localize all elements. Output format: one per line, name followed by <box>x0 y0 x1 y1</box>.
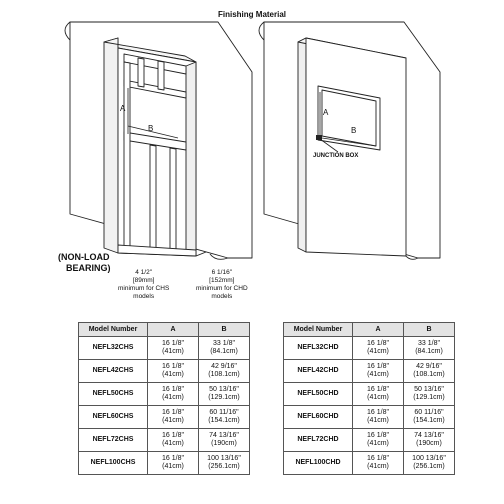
model-number-cell: NEFL60CHD <box>284 406 353 429</box>
metric-value: (256.1cm) <box>208 463 240 470</box>
right-surround-front <box>306 38 406 256</box>
dimension-b-cell <box>199 452 250 475</box>
metric-value: (41cm) <box>162 371 184 378</box>
header-a: A <box>148 323 199 337</box>
metric-value: (108.1cm) <box>208 371 240 378</box>
model-number-cell: NEFL100CHD <box>284 452 353 475</box>
dimension-b-cell <box>199 383 250 406</box>
metric-value: (41cm) <box>162 348 184 355</box>
dimension-b-cell <box>404 337 455 360</box>
table-row <box>284 360 455 383</box>
dimension-a-cell <box>353 406 404 429</box>
metric-value: (41cm) <box>162 417 184 424</box>
table-row <box>79 452 250 475</box>
metric-value: (84.1cm) <box>210 348 238 355</box>
depth-tick <box>196 252 206 256</box>
model-number-cell: NEFL100CHS <box>79 452 148 475</box>
metric-value: (41cm) <box>367 417 389 424</box>
dimension-a-cell <box>148 337 199 360</box>
metric-value: (41cm) <box>162 394 184 401</box>
imperial-value: 16 1/8" <box>367 455 389 462</box>
imperial-value: 74 13/16" <box>209 432 239 439</box>
model-number-cell: NEFL50CHD <box>284 383 353 406</box>
metric-value: (41cm) <box>367 440 389 447</box>
chs-dimensions-table <box>78 322 250 475</box>
imperial-value: 16 1/8" <box>162 386 184 393</box>
dimension-a-cell <box>353 360 404 383</box>
table-row <box>284 452 455 475</box>
dimension-a-cell <box>148 429 199 452</box>
imperial-value: 16 1/8" <box>367 386 389 393</box>
dimension-b-cell <box>404 383 455 406</box>
imperial-value: 42 9/16" <box>211 363 237 370</box>
metric-value: (84.1cm) <box>415 348 443 355</box>
metric-value: (190cm) <box>416 440 442 447</box>
dimension-b-cell <box>199 406 250 429</box>
dimension-a-cell <box>148 383 199 406</box>
non-load-bearing-label: (NON-LOAD BEARING) <box>58 252 111 273</box>
imperial-value: 60 11/16" <box>414 409 444 416</box>
metric-value: (41cm) <box>162 440 184 447</box>
model-number-cell: NEFL42CHS <box>79 360 148 383</box>
junction-box <box>316 135 322 140</box>
imperial-value: 100 13/16" <box>207 455 241 462</box>
dimension-b-cell <box>404 429 455 452</box>
right-wall-top-edge <box>259 22 264 40</box>
header-a: A <box>353 323 404 337</box>
diagram-title: Finishing Material <box>218 10 287 19</box>
imperial-value: 16 1/8" <box>162 340 184 347</box>
left-frame-depth <box>104 38 118 253</box>
junction-box-label: JUNCTION BOX <box>313 153 359 159</box>
model-number-cell: NEFL50CHS <box>79 383 148 406</box>
metric-value: (256.1cm) <box>413 463 445 470</box>
model-number-cell: NEFL72CHS <box>79 429 148 452</box>
dim-b-left: B <box>148 124 154 133</box>
dimension-b-cell <box>199 337 250 360</box>
depth-note-chd: 6 1/16" [152mm] minimum for CHD models <box>196 269 248 300</box>
imperial-value: 16 1/8" <box>367 432 389 439</box>
dimension-a-cell <box>353 337 404 360</box>
left-stud-2 <box>158 61 164 90</box>
metric-value: (41cm) <box>367 394 389 401</box>
dimension-a-cell <box>148 360 199 383</box>
imperial-value: 16 1/8" <box>162 432 184 439</box>
dimension-a-cell <box>148 452 199 475</box>
dim-a-left: A <box>120 104 126 113</box>
right-surround-side <box>298 38 306 252</box>
header-model-number: Model Number <box>79 323 148 337</box>
imperial-value: 50 13/16" <box>209 386 239 393</box>
imperial-value: 16 1/8" <box>367 409 389 416</box>
dimension-b-cell <box>199 360 250 383</box>
metric-value: (129.1cm) <box>413 394 445 401</box>
table-row <box>79 383 250 406</box>
metric-value: (41cm) <box>162 463 184 470</box>
left-wall-top-edge <box>65 22 70 40</box>
dimension-a-cell <box>353 429 404 452</box>
imperial-value: 16 1/8" <box>162 455 184 462</box>
imperial-value: 16 1/8" <box>367 340 389 347</box>
chd-dimensions-table <box>283 322 455 475</box>
metric-value: (41cm) <box>367 371 389 378</box>
dimension-b-cell <box>404 360 455 383</box>
imperial-value: 42 9/16" <box>416 363 442 370</box>
dimension-a-cell <box>353 452 404 475</box>
header-b: B <box>404 323 455 337</box>
dim-b-right: B <box>351 126 357 135</box>
dimension-a-cell <box>148 406 199 429</box>
dimension-a-cell <box>353 383 404 406</box>
imperial-value: 16 1/8" <box>162 363 184 370</box>
depth-note-chs: 4 1/2" [89mm] minimum for CHS models <box>118 269 170 300</box>
metric-value: (41cm) <box>367 463 389 470</box>
imperial-value: 16 1/8" <box>162 409 184 416</box>
header-model-number: Model Number <box>284 323 353 337</box>
imperial-value: 33 1/8" <box>418 340 440 347</box>
left-stud-3 <box>124 62 130 250</box>
model-number-cell: NEFL32CHD <box>284 337 353 360</box>
table-row <box>79 360 250 383</box>
metric-value: (129.1cm) <box>208 394 240 401</box>
metric-value: (154.1cm) <box>413 417 445 424</box>
model-number-cell: NEFL32CHS <box>79 337 148 360</box>
table-row <box>284 406 455 429</box>
imperial-value: 100 13/16" <box>412 455 446 462</box>
table-row <box>284 429 455 452</box>
dimension-b-cell <box>199 429 250 452</box>
model-number-cell: NEFL42CHD <box>284 360 353 383</box>
header-b: B <box>199 323 250 337</box>
left-stud-1 <box>138 58 144 87</box>
imperial-value: 60 11/16" <box>209 409 239 416</box>
metric-value: (108.1cm) <box>413 371 445 378</box>
imperial-value: 33 1/8" <box>213 340 235 347</box>
model-number-cell: NEFL60CHS <box>79 406 148 429</box>
imperial-value: 74 13/16" <box>414 432 444 439</box>
left-stud-5 <box>170 148 176 252</box>
dimension-b-cell <box>404 452 455 475</box>
metric-value: (190cm) <box>211 440 237 447</box>
table-row <box>79 429 250 452</box>
dimension-b-cell <box>404 406 455 429</box>
imperial-value: 16 1/8" <box>367 363 389 370</box>
table-row <box>284 337 455 360</box>
table-row <box>79 406 250 429</box>
model-number-cell: NEFL72CHD <box>284 429 353 452</box>
table-row <box>284 383 455 406</box>
left-stud-4 <box>150 145 156 251</box>
metric-value: (41cm) <box>367 348 389 355</box>
table-row <box>79 337 250 360</box>
imperial-value: 50 13/16" <box>414 386 444 393</box>
left-frame-right-stud <box>186 62 196 256</box>
dim-a-right: A <box>323 108 329 117</box>
metric-value: (154.1cm) <box>208 417 240 424</box>
